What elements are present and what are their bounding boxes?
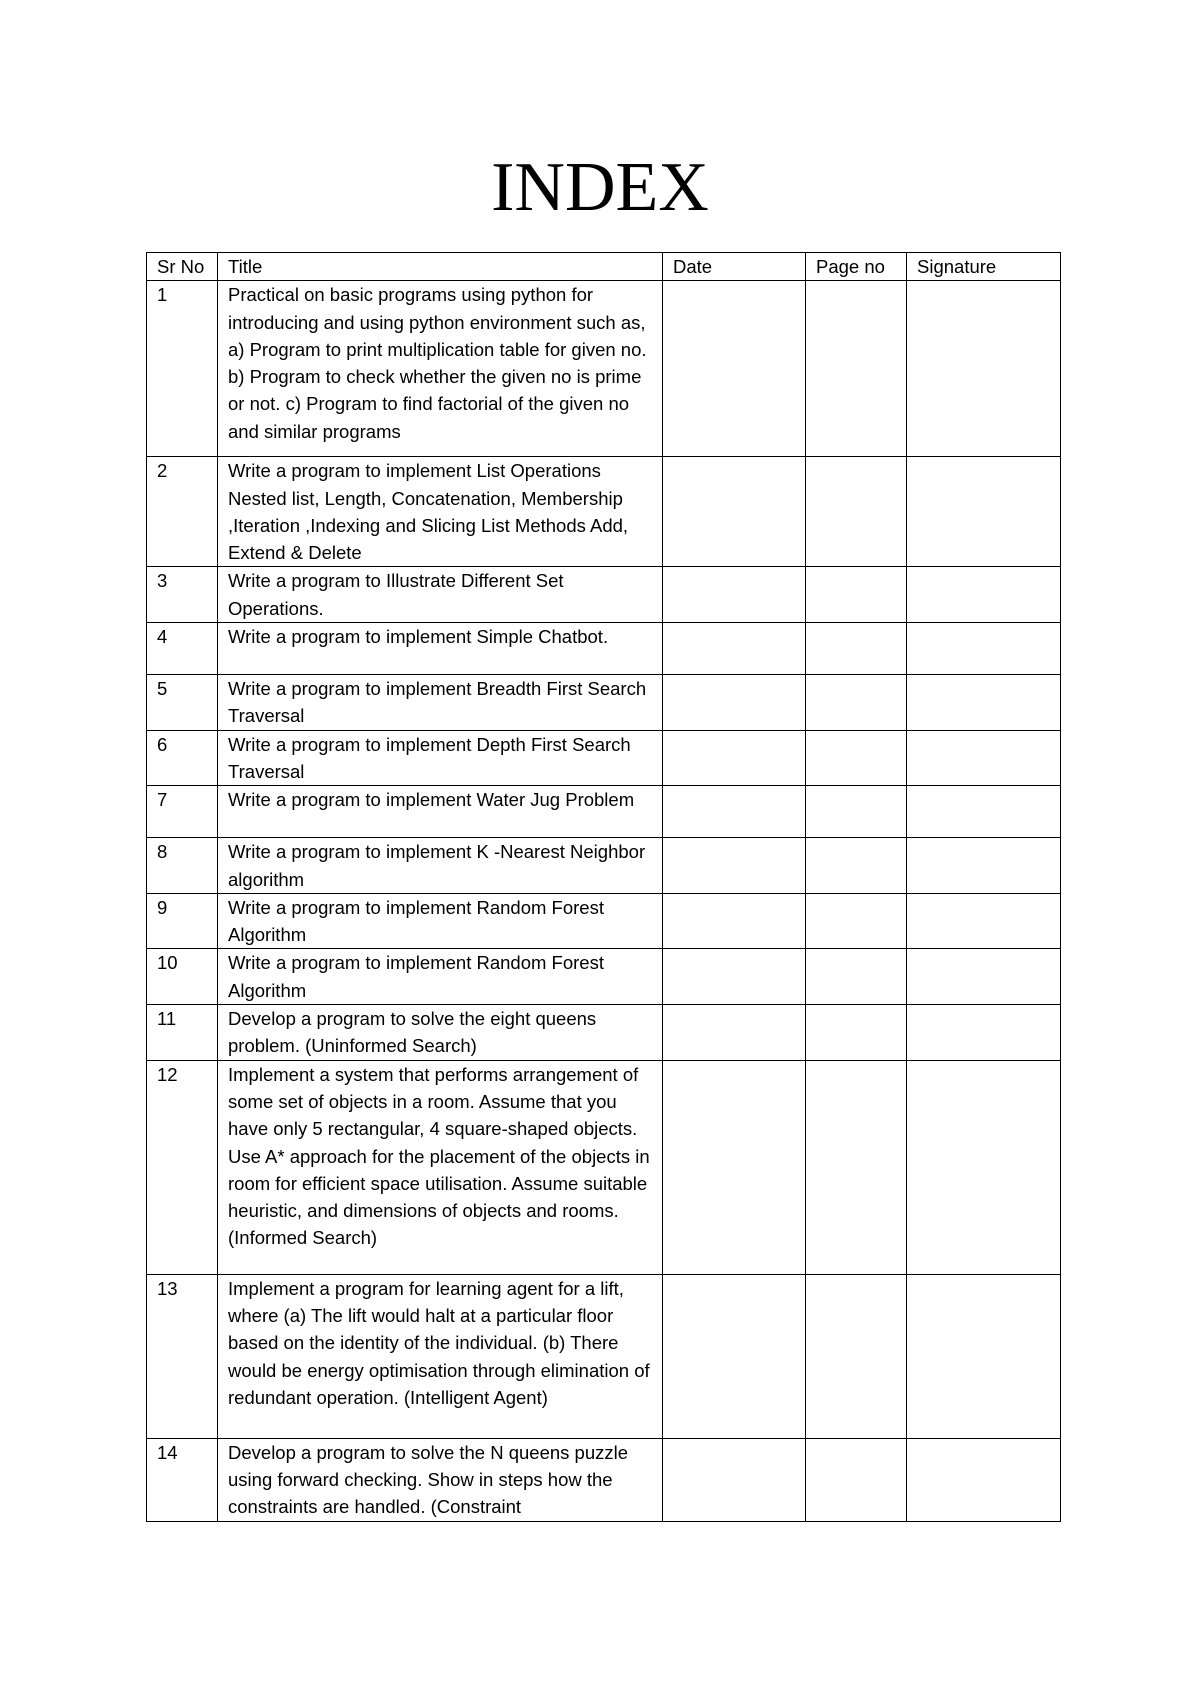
sr-no-cell: 12 <box>147 1060 218 1274</box>
table-row <box>147 838 1061 894</box>
title-cell: Write a program to implement List Operations Nested list, Length, Concatenation, Membership ,Iteration ,Indexing and Slicing List Methods Add, Extend & Delete <box>218 457 663 567</box>
page-no-cell <box>806 730 907 786</box>
table-row <box>147 1438 1061 1521</box>
page-title: INDEX <box>491 149 709 226</box>
header-date: Date <box>663 253 806 281</box>
signature-cell <box>907 730 1061 786</box>
date-cell <box>663 838 806 894</box>
table-row <box>147 567 1061 623</box>
table-row <box>147 1060 1061 1274</box>
sr-no-cell: 11 <box>147 1005 218 1061</box>
title-cell: Develop a program to solve the N queens puzzle using forward checking. Show in steps how the constraints are handled. (Constraint <box>218 1438 663 1521</box>
page-no-cell <box>806 893 907 949</box>
date-cell <box>663 675 806 731</box>
page-no-cell <box>806 1274 907 1438</box>
page-no-cell <box>806 1005 907 1061</box>
sr-no-cell: 14 <box>147 1438 218 1521</box>
page-no-cell <box>806 567 907 623</box>
signature-cell <box>907 281 1061 457</box>
signature-cell <box>907 893 1061 949</box>
signature-cell <box>907 567 1061 623</box>
header-page-no: Page no <box>806 253 907 281</box>
date-cell <box>663 567 806 623</box>
header-title: Title <box>218 253 663 281</box>
table-row <box>147 623 1061 675</box>
sr-no-cell: 4 <box>147 623 218 675</box>
table-row <box>147 893 1061 949</box>
sr-no-cell: 7 <box>147 786 218 838</box>
date-cell <box>663 1005 806 1061</box>
table-row <box>147 1005 1061 1061</box>
title-cell: Write a program to implement Simple Chatbot. <box>218 623 663 675</box>
page-no-cell <box>806 786 907 838</box>
signature-cell <box>907 1060 1061 1274</box>
table-row <box>147 281 1061 457</box>
title-cell: Write a program to implement Depth First Search Traversal <box>218 730 663 786</box>
signature-cell <box>907 457 1061 567</box>
table-row <box>147 1274 1061 1438</box>
sr-no-cell: 1 <box>147 281 218 457</box>
title-cell: Practical on basic programs using python for introducing and using python environment such as, a) Program to print multiplication table for given no. b) Program to check whether the given no is prime or not. c) Program to find factorial of the given no and similar programs <box>218 281 663 457</box>
title-cell: Write a program to implement K -Nearest Neighbor algorithm <box>218 838 663 894</box>
table-row <box>147 675 1061 731</box>
table-row <box>147 786 1061 838</box>
page-no-cell <box>806 281 907 457</box>
sr-no-cell: 8 <box>147 838 218 894</box>
sr-no-cell: 3 <box>147 567 218 623</box>
header-sr-no: Sr No <box>147 253 218 281</box>
page-no-cell <box>806 675 907 731</box>
page-no-cell <box>806 1438 907 1521</box>
title-cell: Write a program to Illustrate Different Set Operations. <box>218 567 663 623</box>
signature-cell <box>907 675 1061 731</box>
table-row <box>147 949 1061 1005</box>
signature-cell <box>907 949 1061 1005</box>
signature-cell <box>907 838 1061 894</box>
title-cell: Write a program to implement Breadth First Search Traversal <box>218 675 663 731</box>
title-cell: Write a program to implement Random Forest Algorithm <box>218 893 663 949</box>
header-row <box>147 253 1061 281</box>
sr-no-cell: 10 <box>147 949 218 1005</box>
page-no-cell <box>806 623 907 675</box>
date-cell <box>663 786 806 838</box>
title-cell: Write a program to implement Water Jug Problem <box>218 786 663 838</box>
sr-no-cell: 9 <box>147 893 218 949</box>
sr-no-cell: 2 <box>147 457 218 567</box>
signature-cell <box>907 1005 1061 1061</box>
date-cell <box>663 1274 806 1438</box>
date-cell <box>663 623 806 675</box>
table-row <box>147 730 1061 786</box>
signature-cell <box>907 786 1061 838</box>
date-cell <box>663 893 806 949</box>
table-row <box>147 457 1061 567</box>
sr-no-cell: 13 <box>147 1274 218 1438</box>
header-signature: Signature <box>907 253 1061 281</box>
signature-cell <box>907 1438 1061 1521</box>
page-no-cell <box>806 949 907 1005</box>
title-cell: Implement a program for learning agent for a lift, where (a) The lift would halt at a particular floor based on the identity of the individual. (b) There would be energy optimisation through elimination of redundant operation. (Intelligent Agent) <box>218 1274 663 1438</box>
title-cell: Develop a program to solve the eight queens problem. (Uninformed Search) <box>218 1005 663 1061</box>
date-cell <box>663 1438 806 1521</box>
title-cell: Implement a system that performs arrangement of some set of objects in a room. Assume that you have only 5 rectangular, 4 square-shaped objects. Use A* approach for the placement of the objects in room for efficient space utilisation. Assume suitable heuristic, and dimensions of objects and rooms. (Informed Search) <box>218 1060 663 1274</box>
date-cell <box>663 457 806 567</box>
index-table <box>146 252 1061 1522</box>
signature-cell <box>907 623 1061 675</box>
date-cell <box>663 730 806 786</box>
date-cell <box>663 949 806 1005</box>
page-no-cell <box>806 457 907 567</box>
date-cell <box>663 281 806 457</box>
date-cell <box>663 1060 806 1274</box>
page-no-cell <box>806 1060 907 1274</box>
sr-no-cell: 5 <box>147 675 218 731</box>
signature-cell <box>907 1274 1061 1438</box>
page-no-cell <box>806 838 907 894</box>
sr-no-cell: 6 <box>147 730 218 786</box>
title-cell: Write a program to implement Random Forest Algorithm <box>218 949 663 1005</box>
